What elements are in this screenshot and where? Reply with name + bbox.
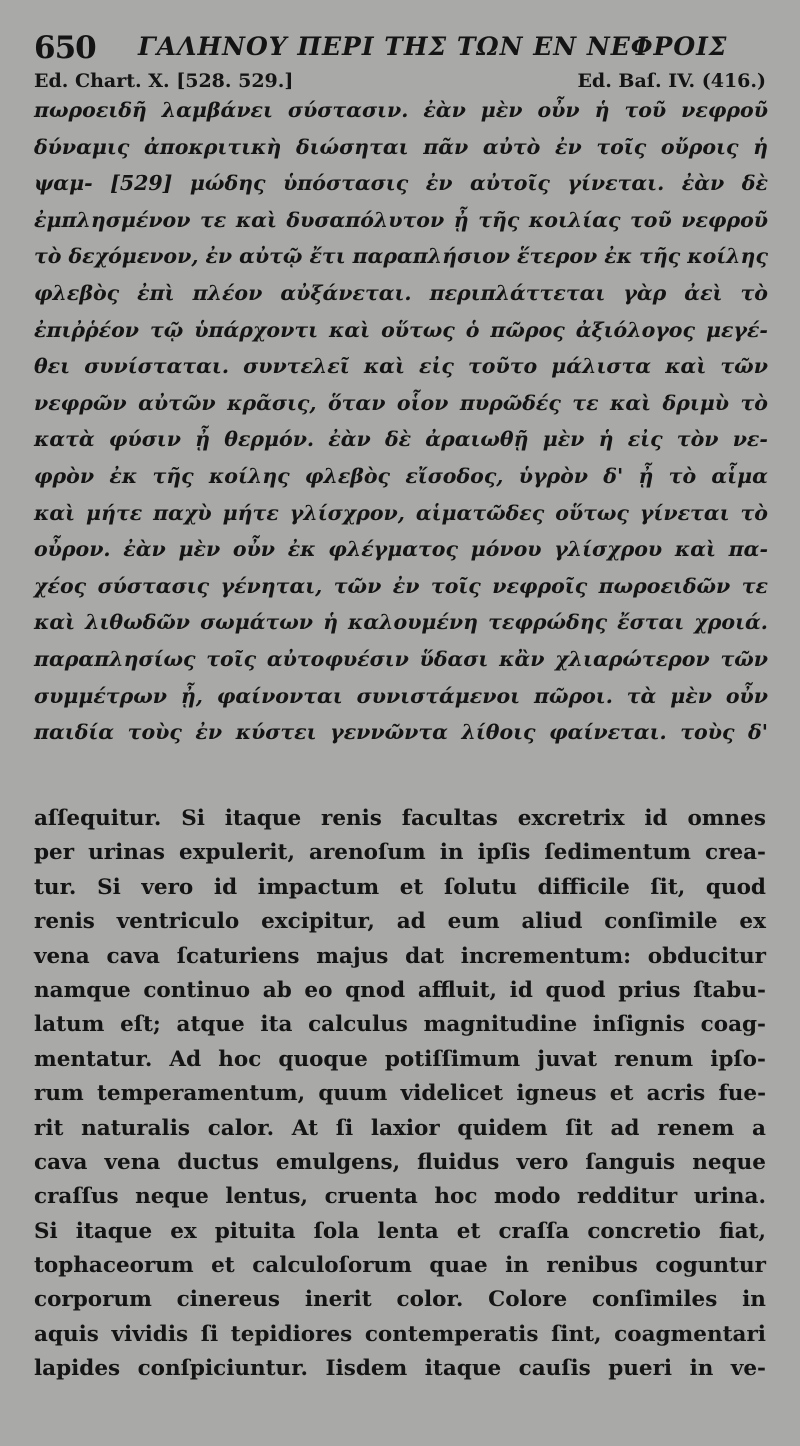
latin-text-line: vena cava ſcaturiens majus dat incrementum: obducitur — [34, 943, 766, 969]
latin-text-line: rit naturalis calor. At ſi laxior quidem ſit ad renem a — [34, 1115, 766, 1141]
latin-translation-block — [34, 802, 766, 1387]
greek-text-line: δύναμις ἀποκριτικὴ διώσηται πᾶν αὐτὸ ἐν τοῖς οὔροις ἡ — [34, 134, 768, 159]
latin-text-line: craſſus neque lentus, cruenta hoc modo redditur urina. — [34, 1184, 766, 1210]
latin-text-line: latum eſt; atque ita calculus magnitudine inſignis coag- — [34, 1012, 766, 1038]
latin-text-line: lapides conſpiciuntur. Iisdem itaque cauſis pueri in ve- — [34, 1356, 766, 1382]
latin-text-line: Si itaque ex pituita ſola lenta et craſſa concretio fiat, — [34, 1218, 766, 1244]
latin-text-line: aſſequitur. Si itaque renis facultas excretrix id omnes — [34, 806, 766, 831]
edition-reference-right: Ed. Baſ. IV. (416.) — [577, 70, 766, 92]
greek-text-line: ἐμπλησμένον τε καὶ δυσαπόλυτον ᾖ τῆς κοιλίας τοῦ νεφροῦ — [34, 207, 768, 232]
greek-text-line: τὸ δεχόμενον, ἐν αὐτῷ ἔτι παραπλήσιον ἕτερον ἐκ τῆς κοίλης — [34, 244, 768, 269]
greek-text-line: πωροειδῆ λαμβάνει σύστασιν. ἐὰν μὲν οὖν ἡ τοῦ νεφροῦ — [34, 98, 768, 122]
greek-text-line: παραπλησίως τοῖς αὐτοφυέσιν ὕδασι κἂν χλιαρώτερον τῶν — [34, 646, 768, 671]
greek-text-line: ἐπιῤῥέον τῷ ὑπάρχοντι καὶ οὕτως ὁ πῶρος ἀξιόλογος μεγέ- — [34, 317, 768, 342]
greek-text-line: νεφρῶν αὐτῶν κρᾶσις, ὅταν οἷον πυρῶδές τε καὶ δριμὺ τὸ — [34, 390, 768, 415]
greek-text-line: καὶ λιθωδῶν σωμάτων ἡ καλουμένη τεφρώδης ἔσται χροιά. — [34, 610, 768, 635]
latin-text-line: aquis vividis ſi tepidiores contemperatis ſint, coagmentari — [34, 1321, 766, 1347]
greek-text-line: καὶ μήτε παχὺ μήτε γλίσχρον, αἱματῶδες οὕτως γίνεται τὸ — [34, 500, 768, 525]
latin-text-line: renis ventriculo excipitur, ad eum aliud conſimile ex — [34, 909, 766, 935]
latin-text-line: mentatur. Ad hoc quoque potiſſimum juvat renum ipſo- — [34, 1046, 766, 1072]
latin-text-line: corporum cinereus inerit color. Colore conſimiles in — [34, 1287, 766, 1313]
greek-text-line: χέος σύστασις γένηται, τῶν ἐν τοῖς νεφροῖς πωροειδῶν τε — [34, 573, 768, 598]
greek-text-line: οὖρον. ἐὰν μὲν οὖν ἐκ φλέγματος μόνου γλίσχρου καὶ πα- — [34, 537, 768, 562]
greek-text-line: ψαμ- [529] μώδης ὑπόστασις ἐν αὐτοῖς γίνεται. ἐὰν δὲ — [34, 171, 768, 196]
running-title: ΓΑΛΗΝΟΥ ΠΕΡΙ ΤΗΣ ΤΩΝ ΕΝ ΝΕΦΡΟΙΣ — [138, 32, 728, 61]
greek-text-line: παιδία τοὺς ἐν κύστει γεννῶντα λίθοις φαίνεται. τοὺς δ' — [34, 720, 768, 745]
edition-reference-left: Ed. Chart. X. [528. 529.] — [34, 70, 294, 92]
greek-text-line: συμμέτρων ᾖ, φαίνονται συνιστάμενοι πῶροι. τὰ μὲν οὖν — [34, 683, 768, 708]
greek-text-block — [34, 92, 768, 751]
page-header — [34, 26, 774, 70]
latin-text-line: cava vena ductus emulgens, fluidus vero ſanguis neque — [34, 1149, 766, 1175]
page-number: 650 — [34, 30, 96, 66]
greek-text-line: κατὰ φύσιν ᾖ θερμόν. ἐὰν δὲ ἀραιωθῇ μὲν ἡ εἰς τὸν νε- — [34, 427, 768, 452]
greek-text-line: φλεβὸς ἐπὶ πλέον αὐξάνεται. περιπλάττεται γὰρ ἀεὶ τὸ — [34, 280, 768, 305]
latin-text-line: tophaceorum et calculoſorum quae in renibus coguntur — [34, 1253, 766, 1279]
latin-text-line: rum temperamentum, quum videlicet igneus et acris fue- — [34, 1081, 766, 1107]
latin-text-line: namque continuo ab eo qnod affluit, id quod prius ſtabu- — [34, 977, 766, 1003]
latin-text-line: tur. Si vero id impactum et ſolutu difficile ſit, quod — [34, 874, 766, 900]
greek-text-line: φρὸν ἐκ τῆς κοίλης φλεβὸς εἴσοδος, ὑγρὸν δ' ᾖ τὸ αἷμα — [34, 463, 768, 488]
latin-text-line: per urinas expulerit, arenoſum in ipſis ſedimentum crea- — [34, 840, 766, 866]
greek-text-line: θει συνίσταται. συντελεῖ καὶ εἰς τοῦτο μάλιστα καὶ τῶν — [34, 354, 768, 379]
